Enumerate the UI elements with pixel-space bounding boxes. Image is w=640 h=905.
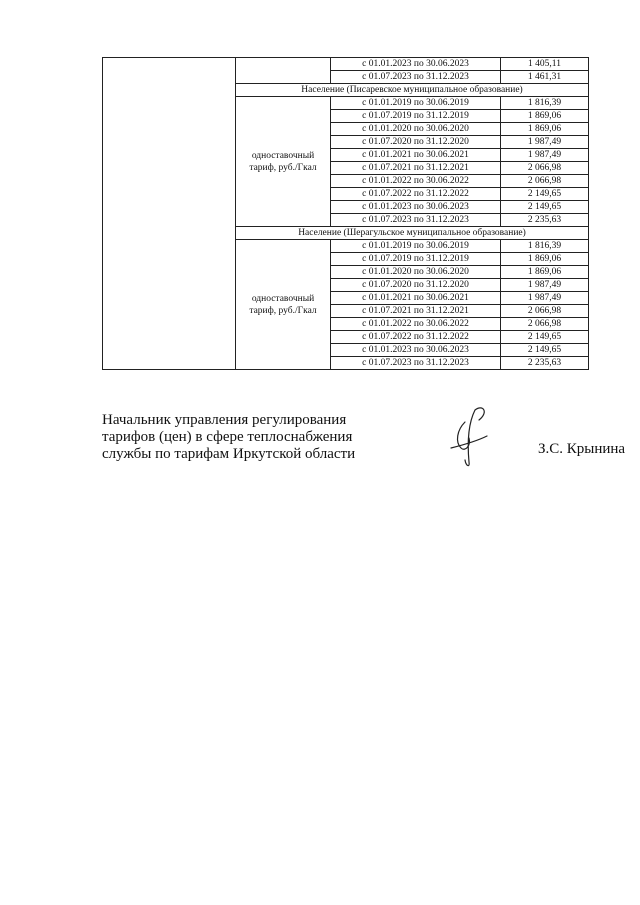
value-cell: 1 869,06 <box>501 110 589 123</box>
period-cell: с 01.07.2020 по 31.12.2020 <box>331 279 501 292</box>
period-cell: с 01.01.2019 по 30.06.2019 <box>331 97 501 110</box>
tariff-table <box>102 57 589 370</box>
signatory-name: З.С. Крынина <box>538 441 626 457</box>
period-cell: с 01.07.2019 по 31.12.2019 <box>331 253 501 266</box>
value-cell: 1 405,11 <box>501 58 589 71</box>
value-cell: 2 066,98 <box>501 318 589 331</box>
period-cell: с 01.01.2021 по 30.06.2021 <box>331 149 501 162</box>
period-cell: с 01.07.2019 по 31.12.2019 <box>331 110 501 123</box>
period-cell: с 01.01.2023 по 30.06.2023 <box>331 58 501 71</box>
value-cell: 2 235,63 <box>501 357 589 370</box>
value-cell: 1 461,31 <box>501 71 589 84</box>
group-header: Население (Писаревское муниципальное образование) <box>236 84 589 97</box>
period-cell: с 01.07.2022 по 31.12.2022 <box>331 188 501 201</box>
value-cell: 1 869,06 <box>501 253 589 266</box>
period-cell: с 01.01.2022 по 30.06.2022 <box>331 318 501 331</box>
period-cell: с 01.07.2023 по 31.12.2023 <box>331 214 501 227</box>
position-line: Начальник управления регулирования <box>102 412 347 428</box>
value-cell: 1 869,06 <box>501 266 589 279</box>
value-cell: 2 149,65 <box>501 188 589 201</box>
handwritten-signature <box>445 402 493 470</box>
tariff-type-label: одноставочный тариф, руб./Гкал <box>236 240 331 370</box>
signatory-position <box>102 412 355 463</box>
value-cell: 2 149,65 <box>501 344 589 357</box>
period-cell: с 01.01.2023 по 30.06.2023 <box>331 344 501 357</box>
period-cell: с 01.01.2023 по 30.06.2023 <box>331 201 501 214</box>
value-cell: 2 066,98 <box>501 175 589 188</box>
value-cell: 1 816,39 <box>501 240 589 253</box>
value-cell: 1 987,49 <box>501 136 589 149</box>
type-cell <box>236 58 331 84</box>
tariff-type-label: одноставочный тариф, руб./Гкал <box>236 97 331 227</box>
period-cell: с 01.07.2021 по 31.12.2021 <box>331 162 501 175</box>
value-cell: 2 066,98 <box>501 305 589 318</box>
value-cell: 2 149,65 <box>501 201 589 214</box>
period-cell: с 01.07.2022 по 31.12.2022 <box>331 331 501 344</box>
value-cell: 1 987,49 <box>501 279 589 292</box>
group-header: Население (Шерагульское муниципальное образование) <box>236 227 589 240</box>
table-row <box>103 58 589 71</box>
period-cell: с 01.01.2022 по 30.06.2022 <box>331 175 501 188</box>
value-cell: 2 235,63 <box>501 214 589 227</box>
period-cell: с 01.07.2020 по 31.12.2020 <box>331 136 501 149</box>
period-cell: с 01.01.2021 по 30.06.2021 <box>331 292 501 305</box>
period-cell: с 01.01.2020 по 30.06.2020 <box>331 266 501 279</box>
value-cell: 1 987,49 <box>501 292 589 305</box>
position-line: тарифов (цен) в сфере теплоснабжения <box>102 429 353 445</box>
value-cell: 2 066,98 <box>501 162 589 175</box>
period-cell: с 01.07.2021 по 31.12.2021 <box>331 305 501 318</box>
position-line: службы по тарифам Иркутской области <box>102 446 356 462</box>
period-cell: с 01.01.2020 по 30.06.2020 <box>331 123 501 136</box>
period-cell: с 01.07.2023 по 31.12.2023 <box>331 357 501 370</box>
blank-cell <box>103 58 236 370</box>
period-cell: с 01.01.2019 по 30.06.2019 <box>331 240 501 253</box>
value-cell: 1 869,06 <box>501 123 589 136</box>
value-cell: 1 816,39 <box>501 97 589 110</box>
value-cell: 1 987,49 <box>501 149 589 162</box>
value-cell: 2 149,65 <box>501 331 589 344</box>
period-cell: с 01.07.2023 по 31.12.2023 <box>331 71 501 84</box>
